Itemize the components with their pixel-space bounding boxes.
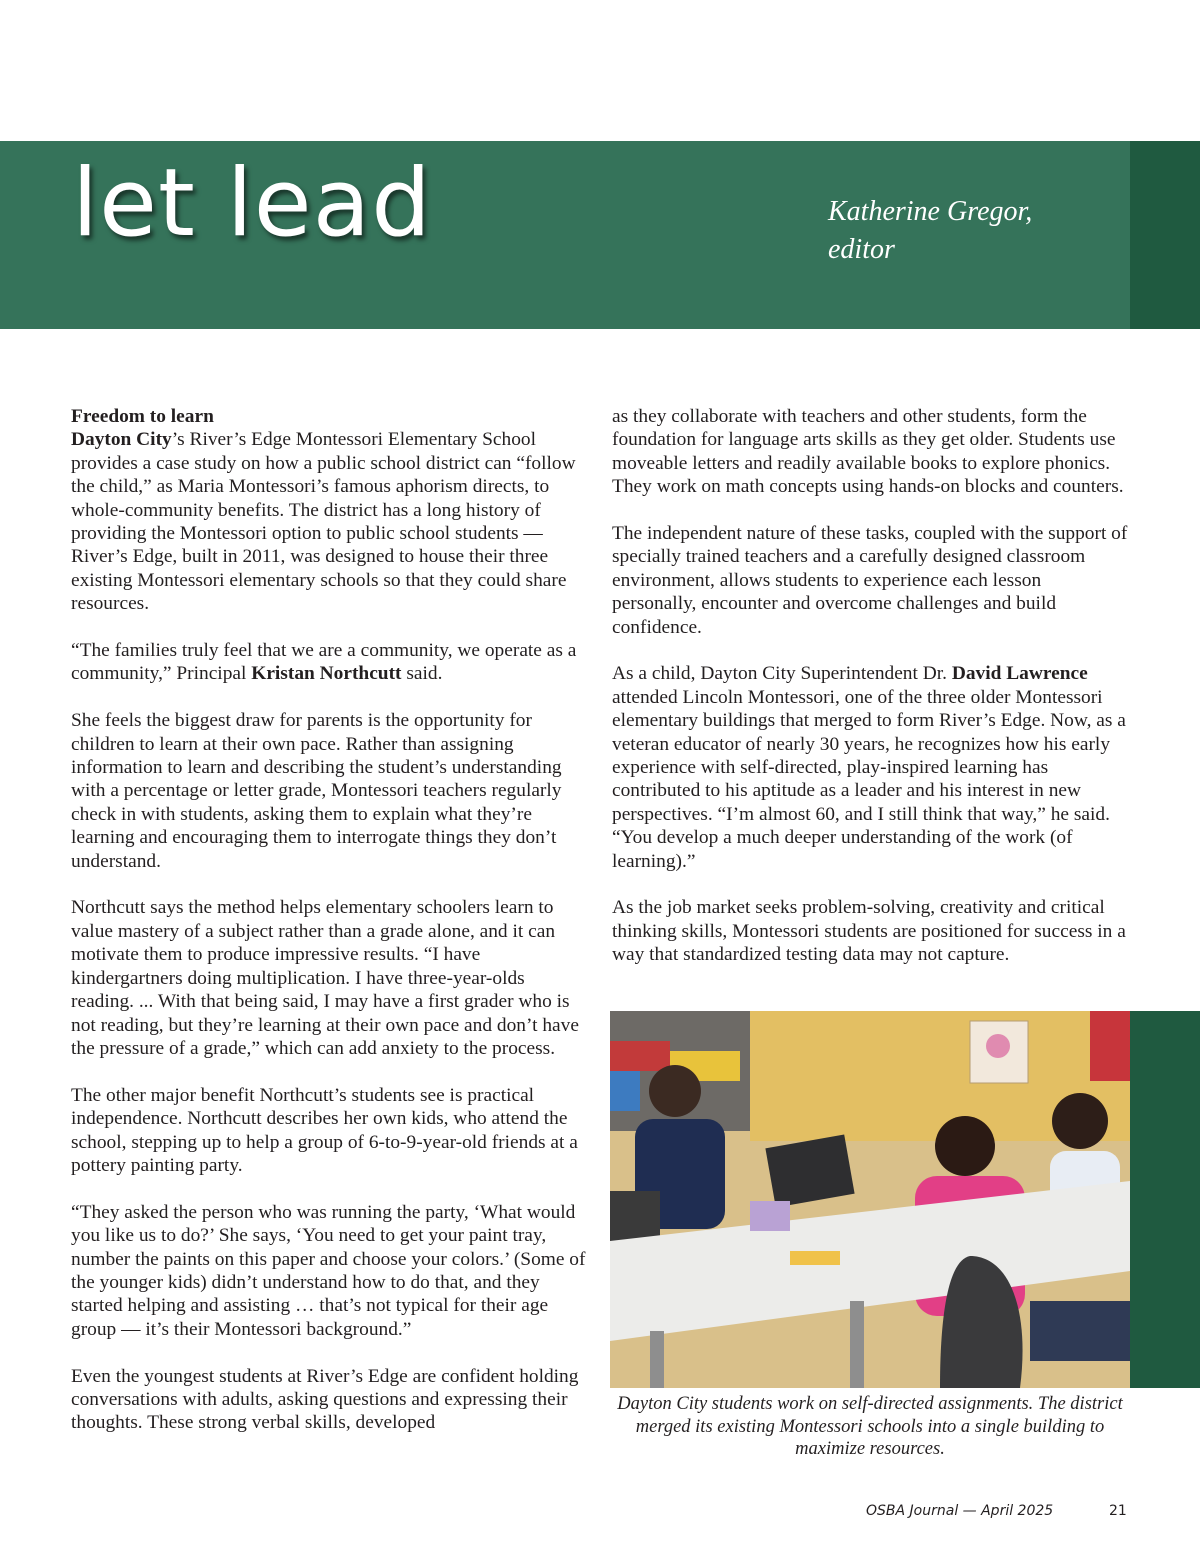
paragraph: As a child, Dayton City Superintendent Dr. David Lawrence attended Lincoln Montessori, one of the three older Montessori elementary buildings that merged to form River’s Edge. Now, as a veteran educator of nearly 30 years, he recognizes how his early experience with self-directed, play-inspired learning has contributed to his aptitude as a leader and his interest in new perspectives. “I’m almost 60, and I still think that way,” he said. “You develop a much deeper understanding of the work (of learning).”	[612, 663, 1126, 872]
paragraph: She feels the biggest draw for parents is the opportunity for children to learn at their own pace. Rather than assigning information to learn and describing the student’s understanding with a percentage or letter grade, Montessori teachers regularly check in with students, asking them to explain what they’re learning and encouraging them to interrogate things they don’t understand.	[71, 710, 562, 872]
photo-side-band	[1130, 1011, 1200, 1388]
paragraph: The independent nature of these tasks, coupled with the support of specially trained teachers and a carefully designed classroom environment, allows students to experience each lesson personally, encounter and overcome challenges and build confidence.	[612, 523, 1128, 638]
byline-role: editor	[828, 233, 895, 265]
page-number: 21	[1109, 1503, 1127, 1519]
paragraph: “They asked the person who was running the party, ‘What would you like us to do?’ She says, ‘You need to get your paint tray, number the paints on this paper and choose your colors.’ (Some of the younger kids) didn’t understand how to do that, and they started helping and assisting … that’s not typical for their age group — it’s their Montessori background.”	[71, 1201, 586, 1340]
article-column-right	[612, 405, 1130, 990]
byline-name: Katherine Gregor,	[828, 196, 1033, 227]
classroom-photo	[610, 1011, 1130, 1388]
bold-name: David Lawrence	[951, 663, 1088, 685]
paragraph: Dayton City’s River’s Edge Montessori Elementary School provides a case study on how a public school district can “follow the child,” as Maria Montessori’s famous aphorism directs, to whole-community benefits. The district has a long history of providing the Montessori option to public school students — River’s Edge, built in 2011, was designed to house their three existing Montessori elementary schools so that they could share resources.	[71, 429, 576, 615]
photo-caption: Dayton City students work on self-directed assignments. The district merged its existing Montessori schools into a single building to maximize resources.	[617, 1394, 1123, 1459]
bold-name: Kristan Northcutt	[251, 663, 402, 685]
paragraph: Northcutt says the method helps elementary schoolers learn to value mastery of a subject rather than a grade alone, and it can motivate them to produce impressive results. “I have kindergartners doing multiplication. I have three-year-olds reading. ... With that being said, I may have a first grader who is not reading, but they’re learning at their own pace and don’t have the pressure of a grade,” which can add anxiety to the process.	[71, 897, 579, 1059]
article-column-left	[71, 405, 591, 1458]
paragraph: As the job market seeks problem-solving, creativity and critical thinking skills, Montessori students are positioned for success in a way that standardized testing data may not capture.	[612, 897, 1126, 966]
paragraph: The other major benefit Northcutt’s students see is practical independence. Northcutt describes her own kids, who attend the school, stepping up to help a group of 6-to-9-year-old friends at a pottery painting party.	[71, 1084, 578, 1176]
section-heading: Freedom to learn	[71, 406, 214, 427]
bold-name: Dayton City	[71, 429, 172, 451]
page-title: let lead	[72, 149, 432, 258]
classroom-illustration	[610, 1011, 1130, 1388]
paragraph: Even the youngest students at River’s Edge are confident holding conversations with adults, asking questions and expressing their thoughts. These strong verbal skills, developed	[71, 1365, 579, 1434]
publication-label: OSBA Journal — April 2025	[866, 1503, 1054, 1519]
byline	[828, 193, 1032, 269]
paragraph: “The families truly feel that we are a community, we operate as a community,” Principal Kristan Northcutt said.	[71, 640, 577, 685]
header-banner-edge	[1130, 141, 1200, 329]
paragraph: as they collaborate with teachers and other students, form the foundation for language arts skills as they get older. Students use moveable letters and readily available books to explore phonics. They work on math concepts using hands-on blocks and counters.	[612, 406, 1124, 498]
